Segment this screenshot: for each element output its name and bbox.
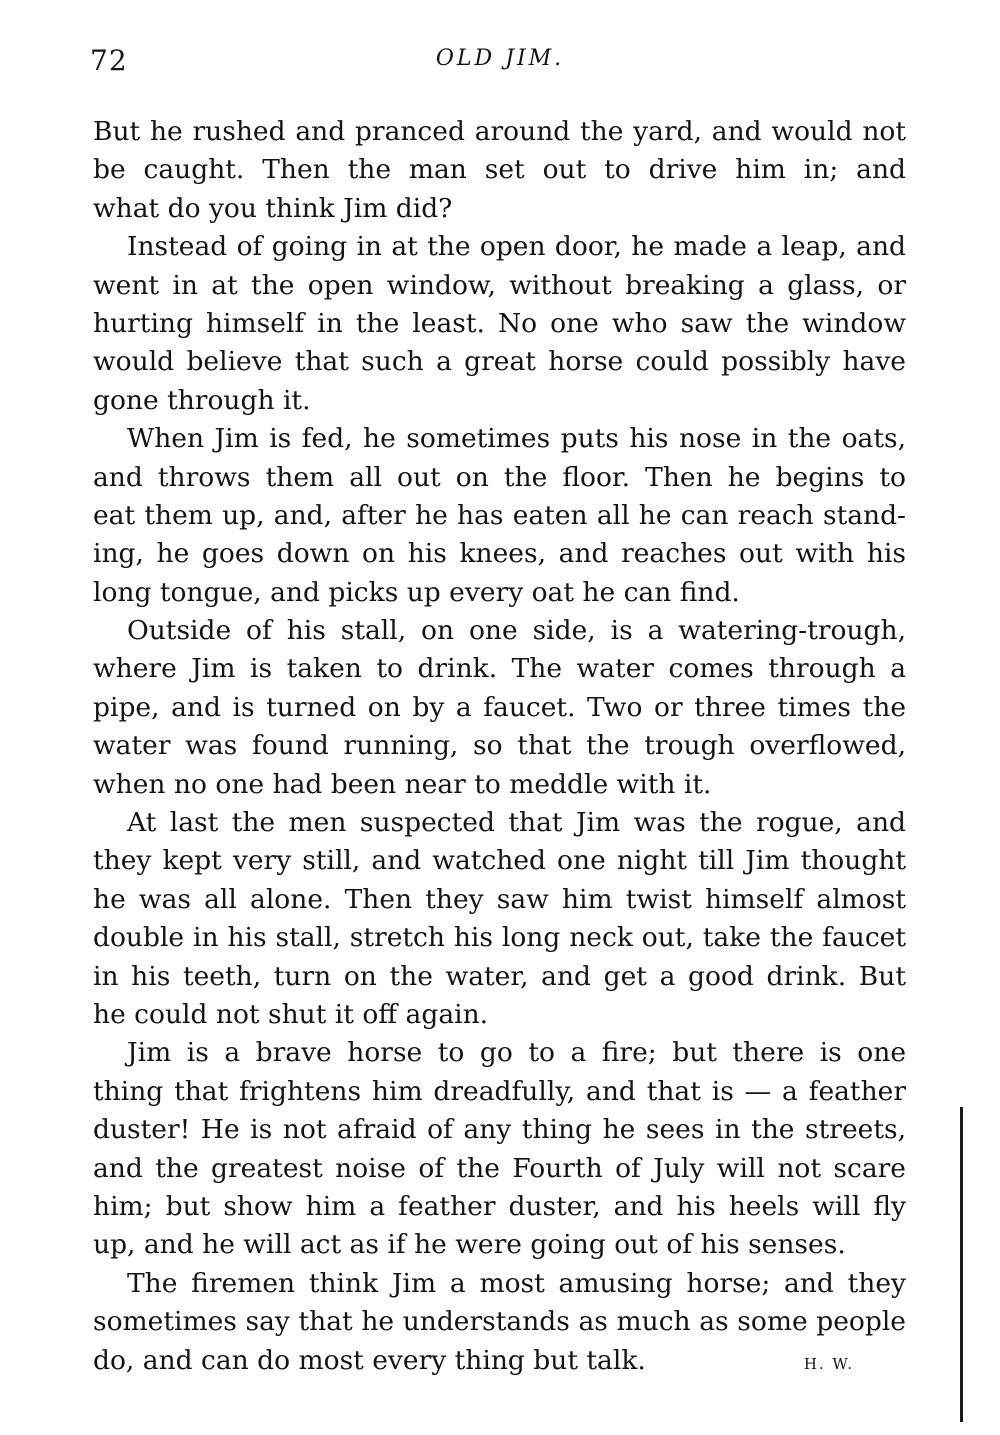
paragraph — [93, 804, 906, 1034]
text-line: Outside of his stall, on one side, is a watering-trough, — [127, 615, 906, 647]
text-line: Jim is a brave horse to go to a fire; but there is one — [127, 1037, 906, 1069]
paragraph — [93, 612, 906, 804]
text-line: thing that frightens him dreadfully, and that is — a feather — [93, 1075, 906, 1107]
text-line: what do you think Jim did? — [93, 192, 453, 224]
text-line: eat them up, and, after he has eaten all he can reach stand- — [93, 499, 906, 531]
text-line: they kept very still, and watched one night till Jim thought — [93, 845, 906, 877]
text-line: be caught. Then the man set out to drive him in; and — [93, 154, 906, 186]
text-line: he was all alone. Then they saw him twist himself almost — [93, 883, 906, 915]
author-signature: H. W. — [803, 1354, 854, 1373]
text-line: and throws them all out on the floor. Then he begins to — [93, 461, 906, 493]
text-line: hurting himself in the least. No one who saw the window — [93, 307, 906, 339]
page-number: 72 — [90, 44, 128, 77]
text-line: went in at the open window, without breaking a glass, or — [93, 269, 906, 301]
paragraph — [93, 420, 906, 612]
text-line: when no one had been near to meddle with it. — [93, 768, 712, 800]
text-line: in his teeth, turn on the water, and get a good drink. But — [93, 960, 906, 992]
text-line: do, and can do most every thing but talk. — [93, 1344, 646, 1376]
text-line: would believe that such a great horse could possibly have — [93, 346, 906, 378]
text-line: him; but show him a feather duster, and his heels will fly — [93, 1190, 906, 1222]
text-line: duster! He is not afraid of any thing he sees in the streets, — [93, 1114, 906, 1146]
text-line: water was found running, so that the trough overflowed, — [93, 730, 906, 762]
text-line: At last the men suspected that Jim was the rogue, and — [127, 807, 906, 839]
text-line: But he rushed and pranced around the yard, and would not — [93, 116, 906, 147]
text-line: where Jim is taken to drink. The water comes through a — [93, 653, 906, 685]
paragraph — [93, 228, 906, 420]
text-line: ing, he goes down on his knees, and reaches out with his — [93, 538, 906, 570]
text-line: he could not shut it off again. — [93, 998, 489, 1030]
text-line: The firemen think Jim a most amusing horse; and they — [127, 1267, 906, 1299]
text-line: gone through it. — [93, 384, 311, 416]
body-text — [93, 113, 906, 1380]
text-line: double in his stall, stretch his long neck out, take the faucet — [93, 922, 906, 954]
final-line — [93, 1342, 906, 1380]
paragraph — [93, 113, 906, 228]
page-edge-rule — [960, 1107, 963, 1422]
text-line: up, and he will act as if he were going out of his senses. — [93, 1229, 846, 1261]
text-line: When Jim is fed, he sometimes puts his nose in the oats, — [127, 423, 906, 455]
paragraph — [93, 1034, 906, 1264]
text-line: sometimes say that he understands as much as some people — [93, 1306, 906, 1338]
running-head: OLD JIM. — [435, 46, 565, 71]
text-line: Instead of going in at the open door, he made a leap, and — [127, 231, 906, 263]
paragraph — [93, 1265, 906, 1380]
text-line: and the greatest noise of the Fourth of July will not scare — [93, 1152, 906, 1184]
text-line: long tongue, and picks up every oat he can find. — [93, 576, 740, 608]
text-line: pipe, and is turned on by a faucet. Two or three times the — [93, 691, 906, 723]
